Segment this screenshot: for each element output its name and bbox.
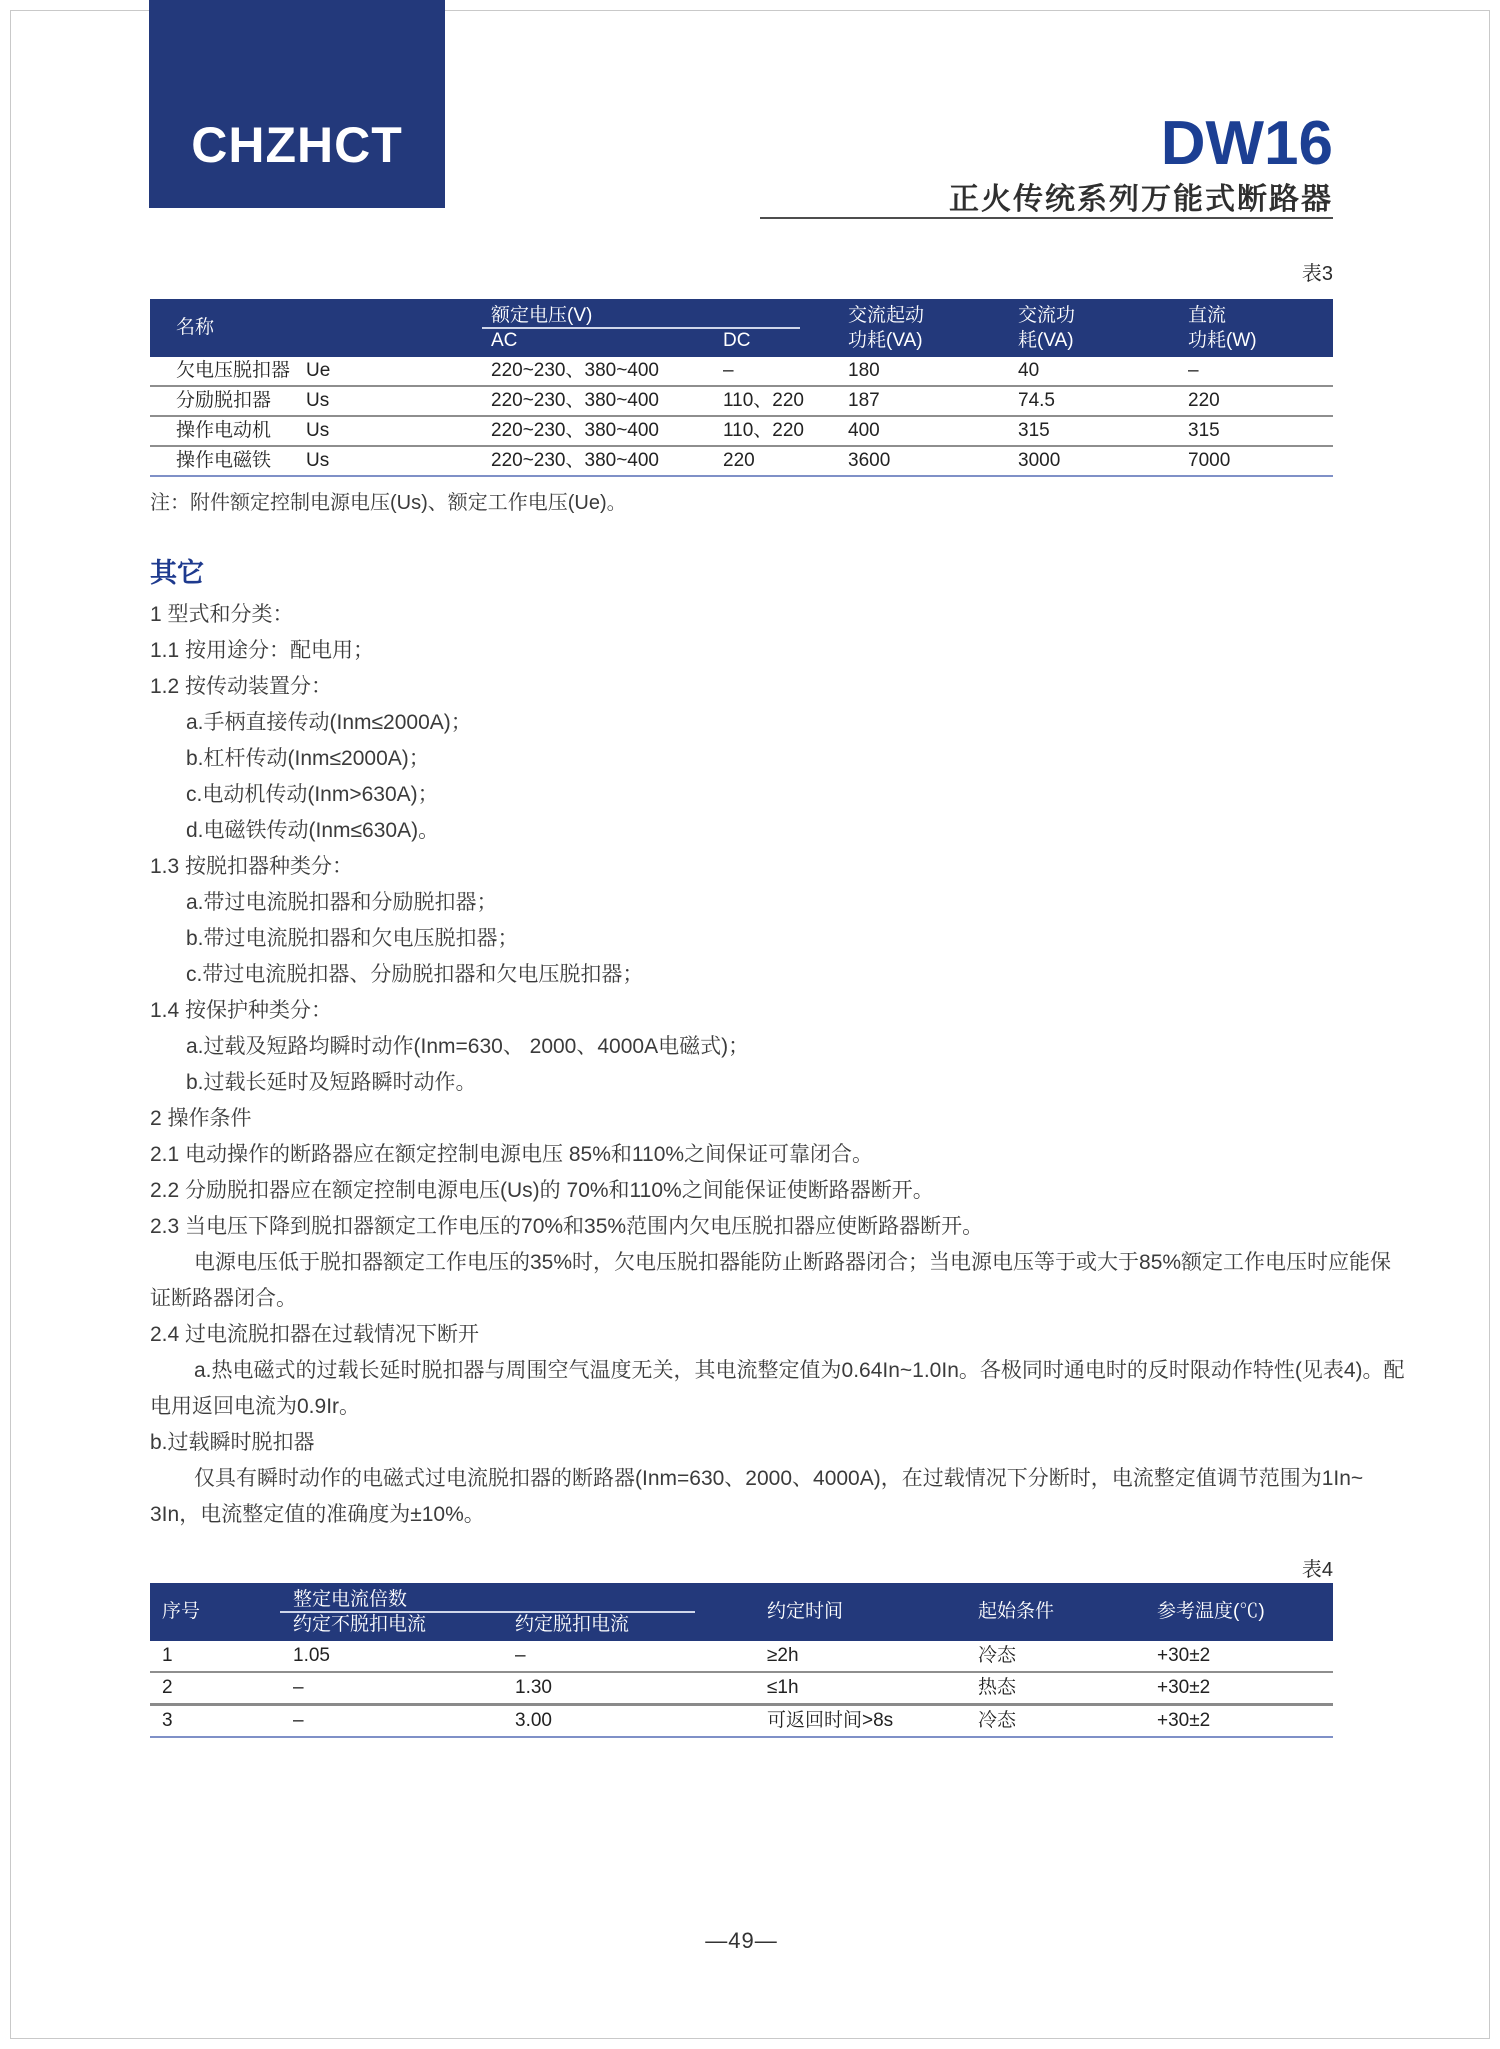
cell-start-condition: 冷态 (978, 1710, 1017, 1731)
product-series-subtitle: 正火传统系列万能式断路器 (949, 183, 1333, 216)
table4-header-multiple: 整定电流倍数 (293, 1589, 408, 1610)
table-row (150, 357, 1333, 385)
cell-index: 2 (162, 1677, 173, 1698)
table4-header-time: 约定时间 (767, 1601, 844, 1622)
cell-name: 欠电压脱扣器 (176, 360, 291, 381)
cell-dc-power: 7000 (1188, 450, 1231, 471)
table4-header-ref-temp: 参考温度(℃) (1157, 1601, 1265, 1622)
text-line: 1 型式和分类： (150, 603, 294, 626)
text-line: 2.3 当电压下降到脱扣器额定工作电压的70%和35%范围内欠电压脱扣器应使断路器断开。 (150, 1215, 984, 1238)
cell-ac-start: 187 (848, 390, 880, 411)
brand-logo-box (149, 0, 445, 208)
cell-index: 1 (162, 1645, 173, 1666)
cell-start-condition: 热态 (978, 1677, 1017, 1698)
cell-trip: 3.00 (515, 1710, 552, 1731)
cell-ac: 220~230、380~400 (491, 360, 659, 381)
table3-accessory-power (150, 299, 1333, 477)
text-line: 1.3 按脱扣器种类分： (150, 855, 354, 878)
text-line: c.带过电流脱扣器、分励脱扣器和欠电压脱扣器； (186, 963, 644, 986)
table3-header (150, 299, 1333, 357)
table3-header-dc-power-1: 直流 (1188, 305, 1227, 326)
cell-dc-power: 315 (1188, 420, 1220, 441)
table-bottom-rule (150, 475, 1333, 477)
text-line: a.手柄直接传动(Inm≤2000A)； (186, 711, 472, 734)
table-row (150, 387, 1333, 415)
table-row (150, 417, 1333, 445)
table3-header-ac-start-1: 交流起动 (848, 305, 925, 326)
text-line: b.过载长延时及短路瞬时动作。 (186, 1071, 477, 1094)
body-text-block (150, 597, 1405, 1533)
text-line: 2.1 电动操作的断路器应在额定控制电源电压 85%和110%之间保证可靠闭合。 (150, 1143, 874, 1166)
cell-non-trip: – (293, 1710, 304, 1731)
table4-header-trip: 约定脱扣电流 (515, 1614, 630, 1635)
cell-ac-start: 3600 (848, 450, 891, 471)
table-row (150, 447, 1333, 475)
cell-dc: 220 (723, 450, 755, 471)
table4-header-divider-line (280, 1611, 695, 1613)
cell-index: 3 (162, 1710, 173, 1731)
table3-header-ac-start-2: 功耗(VA) (848, 330, 923, 351)
table-bottom-rule (150, 1736, 1333, 1738)
table3-header-dc: DC (723, 330, 751, 351)
text-line: a.过载及短路均瞬时动作(Inm=630、 2000、4000A电磁式)； (186, 1035, 750, 1058)
cell-non-trip: – (293, 1677, 304, 1698)
text-line: 电用返回电流为0.9Ir。 (150, 1395, 361, 1418)
cell-dc: 110、220 (723, 390, 804, 411)
text-line: 仅具有瞬时动作的电磁式过电流脱扣器的断路器(Inm=630、2000、4000A)，在过载情况下分断时，电流整定值调节范围为1In~ (194, 1467, 1364, 1490)
text-line: 1.4 按保护种类分： (150, 999, 333, 1022)
table4-header-non-trip: 约定不脱扣电流 (293, 1614, 427, 1635)
cell-symbol: Us (306, 450, 330, 471)
cell-time: ≥2h (767, 1645, 799, 1666)
cell-trip: 1.30 (515, 1677, 552, 1698)
table3-header-ac-power-2: 耗(VA) (1018, 330, 1074, 351)
table3-header-ac: AC (491, 330, 518, 351)
cell-ac-power: 40 (1018, 360, 1040, 381)
cell-ac-power: 315 (1018, 420, 1050, 441)
table4-trip-characteristics (150, 1583, 1333, 1738)
text-line: 电源电压低于脱扣器额定工作电压的35%时，欠电压脱扣器能防止断路器闭合；当电源电压等于或大于85%额定工作电压时应能保 (194, 1251, 1392, 1274)
text-line: b.杠杆传动(Inm≤2000A)； (186, 747, 430, 770)
table3-header-dc-power-2: 功耗(W) (1188, 330, 1257, 351)
text-line: 2 操作条件 (150, 1107, 252, 1130)
cell-name: 操作电动机 (176, 420, 272, 441)
brand-logo-text: CHZHCT (191, 117, 403, 173)
table4-header (150, 1583, 1333, 1641)
cell-trip: – (515, 1645, 526, 1666)
table-row (150, 1706, 1333, 1736)
text-line: c.电动机传动(Inm>630A)； (186, 783, 439, 806)
table3-caption: 表3 (1301, 263, 1333, 285)
text-line: 1.1 按用途分：配电用； (150, 639, 375, 662)
table3-header-divider-line (482, 327, 800, 329)
section-heading-other: 其它 (150, 558, 204, 588)
cell-ac-start: 400 (848, 420, 880, 441)
table-row (150, 1641, 1333, 1671)
cell-symbol: Us (306, 390, 330, 411)
text-line: 证断路器闭合。 (150, 1287, 297, 1310)
cell-time: 可返回时间>8s (767, 1710, 894, 1731)
cell-name: 操作电磁铁 (176, 450, 272, 471)
table3-note: 注：附件额定控制电源电压(Us)、额定工作电压(Ue)。 (150, 492, 627, 514)
table4-header-start-condition: 起始条件 (978, 1601, 1055, 1622)
cell-ac: 220~230、380~400 (491, 420, 659, 441)
table3-header-name: 名称 (176, 317, 215, 338)
table-row (150, 1673, 1333, 1703)
text-line: b.过载瞬时脱扣器 (150, 1431, 315, 1454)
text-line: d.电磁铁传动(Inm≤630A)。 (186, 819, 440, 842)
cell-ac: 220~230、380~400 (491, 450, 659, 471)
text-line: a.热电磁式的过载长延时脱扣器与周围空气温度无关，其电流整定值为0.64In~1.0In。各极同时通电时的反时限动作特性(见表4)。配 (194, 1359, 1405, 1382)
text-line: a.带过电流脱扣器和分励脱扣器； (186, 891, 498, 914)
cell-dc-power: 220 (1188, 390, 1220, 411)
header-rule (760, 217, 1333, 219)
text-line: 2.2 分励脱扣器应在额定控制电源电压(Us)的 70%和110%之间能保证使断路器断开。 (150, 1179, 934, 1202)
cell-start-condition: 冷态 (978, 1645, 1017, 1666)
cell-symbol: Ue (306, 360, 331, 381)
cell-ref-temp: +30±2 (1157, 1645, 1211, 1666)
text-line: 1.2 按传动装置分： (150, 675, 333, 698)
table4-caption: 表4 (1301, 1559, 1333, 1581)
text-line: 3In，电流整定值的准确度为±10%。 (150, 1503, 485, 1526)
cell-ac: 220~230、380~400 (491, 390, 659, 411)
text-line: b.带过电流脱扣器和欠电压脱扣器； (186, 927, 519, 950)
table3-header-rated-voltage: 额定电压(V) (491, 305, 593, 326)
cell-dc-power: – (1188, 360, 1199, 381)
table4-header-index: 序号 (162, 1601, 201, 1622)
cell-dc: – (723, 360, 734, 381)
cell-ref-temp: +30±2 (1157, 1677, 1211, 1698)
cell-non-trip: 1.05 (293, 1645, 330, 1666)
cell-time: ≤1h (767, 1677, 799, 1698)
cell-dc: 110、220 (723, 420, 804, 441)
product-series-title: DW16 (1160, 109, 1333, 178)
cell-ac-power: 3000 (1018, 450, 1061, 471)
text-line: 2.4 过电流脱扣器在过载情况下断开 (150, 1323, 480, 1346)
table3-header-ac-power-1: 交流功 (1018, 305, 1076, 326)
cell-name: 分励脱扣器 (176, 390, 272, 411)
cell-ac-start: 180 (848, 360, 880, 381)
cell-ref-temp: +30±2 (1157, 1710, 1211, 1731)
cell-symbol: Us (306, 420, 330, 441)
cell-ac-power: 74.5 (1018, 390, 1055, 411)
page-number: —49— (705, 1928, 778, 1953)
